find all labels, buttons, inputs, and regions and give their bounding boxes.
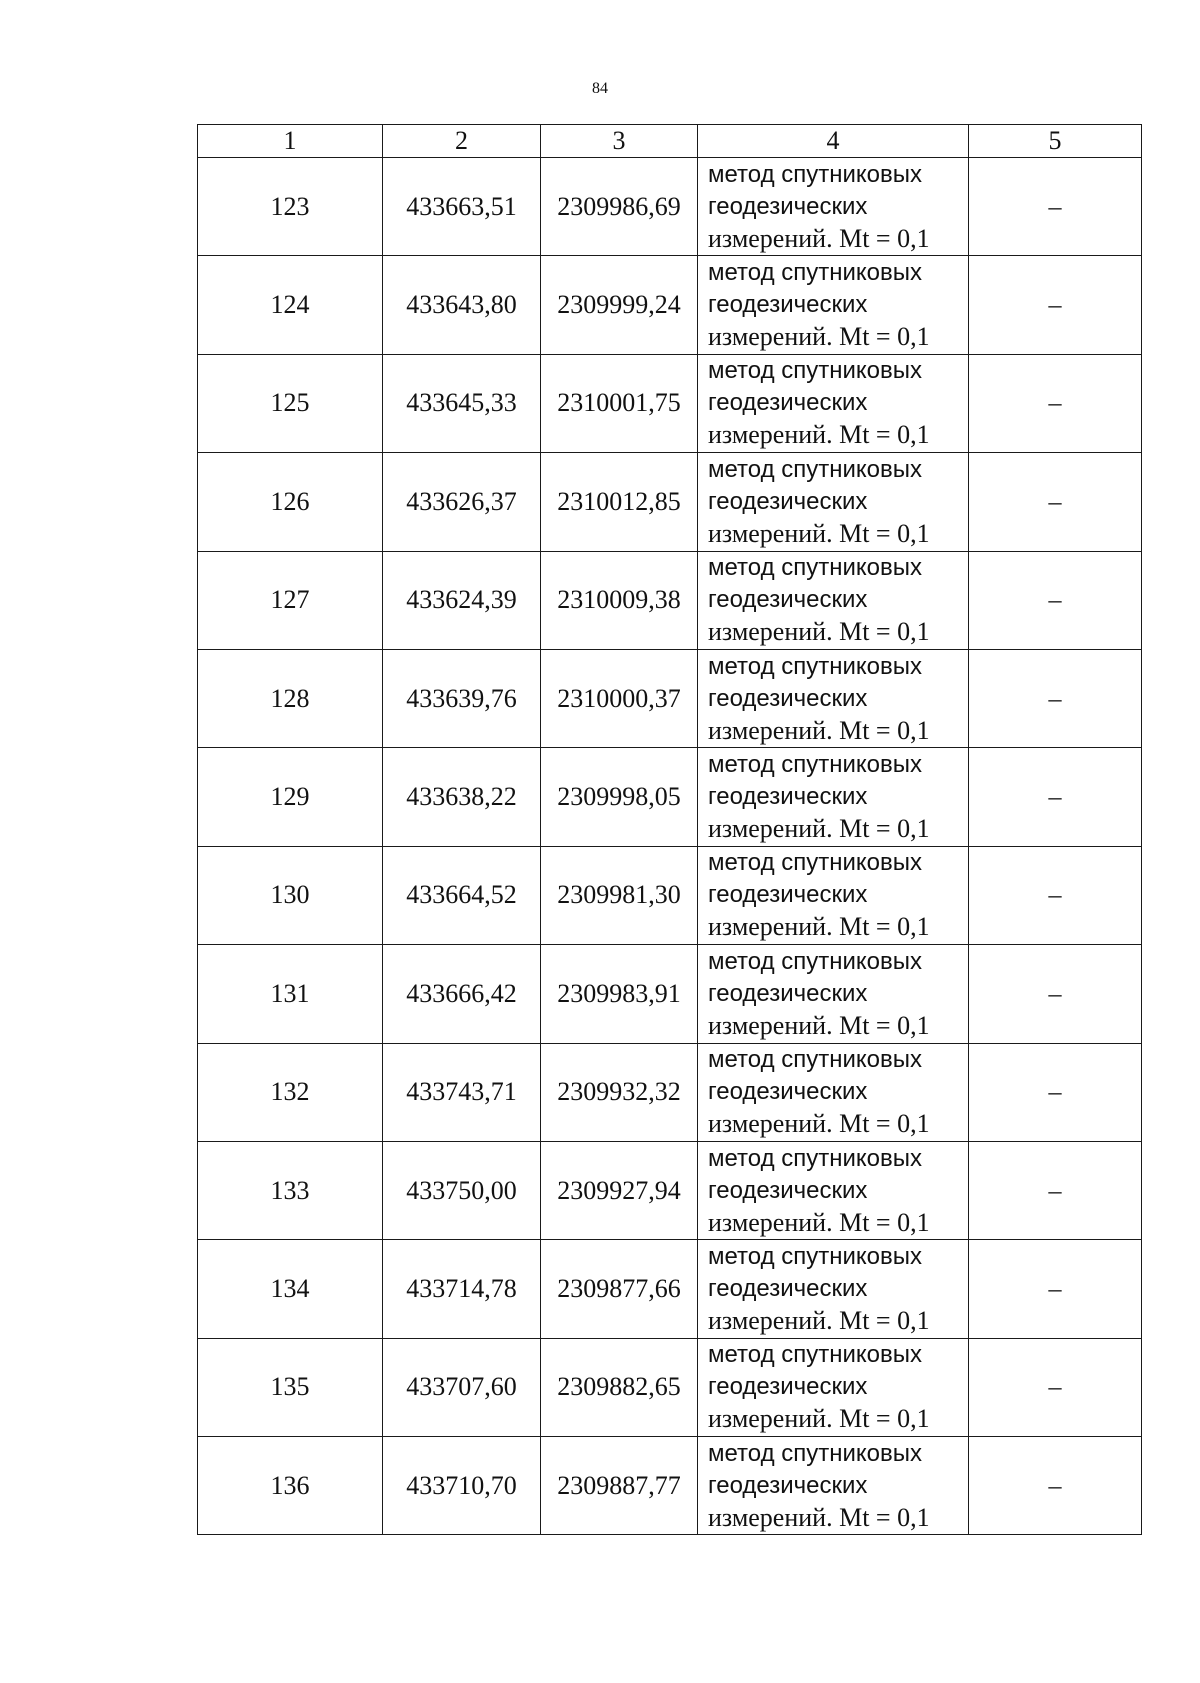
header-col-5: 5 <box>969 125 1142 158</box>
method-line: измерений. Mt = 0,1 <box>708 1109 930 1139</box>
y-coordinate-cell: 2309887,77 <box>541 1437 698 1535</box>
point-number-cell: 125 <box>198 354 383 452</box>
method-line: геодезических <box>708 389 868 417</box>
y-coordinate-cell: 2309983,91 <box>541 945 698 1043</box>
point-number-cell: 123 <box>198 158 383 256</box>
x-coordinate-cell: 433638,22 <box>383 748 541 846</box>
note-cell: – <box>969 945 1142 1043</box>
table-row <box>198 551 1142 649</box>
x-coordinate-cell: 433714,78 <box>383 1240 541 1338</box>
y-coordinate-cell: 2310000,37 <box>541 649 698 747</box>
method-line: геодезических <box>708 291 868 319</box>
note-cell: – <box>969 551 1142 649</box>
method-cell <box>698 453 969 551</box>
table-body <box>198 158 1142 1535</box>
method-line: геодезических <box>708 1373 868 1401</box>
x-coordinate-cell: 433750,00 <box>383 1141 541 1239</box>
point-number-cell: 134 <box>198 1240 383 1338</box>
x-coordinate-cell: 433707,60 <box>383 1338 541 1436</box>
table-row <box>198 256 1142 354</box>
method-line: геодезических <box>708 487 868 515</box>
method-line: метод спутниковых <box>708 1144 923 1172</box>
method-line: геодезических <box>708 1471 868 1499</box>
x-coordinate-cell: 433643,80 <box>383 256 541 354</box>
header-col-3: 3 <box>541 125 698 158</box>
method-cell <box>698 748 969 846</box>
method-line: геодезических <box>708 881 868 909</box>
method-line: метод спутниковых <box>708 554 923 582</box>
table-row <box>198 453 1142 551</box>
method-cell <box>698 1141 969 1239</box>
y-coordinate-cell: 2309981,30 <box>541 846 698 944</box>
table-row <box>198 1240 1142 1338</box>
method-line: геодезических <box>708 1274 868 1302</box>
method-line: метод спутниковых <box>708 160 923 188</box>
method-line: геодезических <box>708 586 868 614</box>
point-number-cell: 131 <box>198 945 383 1043</box>
header-col-1: 1 <box>198 125 383 158</box>
method-line: геодезических <box>708 684 868 712</box>
method-line: измерений. Mt = 0,1 <box>708 1010 930 1040</box>
note-cell: – <box>969 1043 1142 1141</box>
method-cell <box>698 158 969 256</box>
method-line: измерений. Mt = 0,1 <box>708 322 930 352</box>
y-coordinate-cell: 2309882,65 <box>541 1338 698 1436</box>
point-number-cell: 133 <box>198 1141 383 1239</box>
x-coordinate-cell: 433639,76 <box>383 649 541 747</box>
method-line: измерений. Mt = 0,1 <box>708 715 930 745</box>
method-line: метод спутниковых <box>708 357 923 385</box>
y-coordinate-cell: 2310012,85 <box>541 453 698 551</box>
point-number-cell: 132 <box>198 1043 383 1141</box>
method-cell <box>698 1043 969 1141</box>
note-cell: – <box>969 1338 1142 1436</box>
note-cell: – <box>969 158 1142 256</box>
note-cell: – <box>969 846 1142 944</box>
table-row <box>198 846 1142 944</box>
table-row <box>198 748 1142 846</box>
method-line: геодезических <box>708 783 868 811</box>
method-line: измерений. Mt = 0,1 <box>708 912 930 942</box>
note-cell: – <box>969 1437 1142 1535</box>
method-line: измерений. Mt = 0,1 <box>708 223 930 253</box>
point-number-cell: 127 <box>198 551 383 649</box>
method-cell <box>698 846 969 944</box>
method-line: метод спутниковых <box>708 751 923 779</box>
note-cell: – <box>969 453 1142 551</box>
y-coordinate-cell: 2309998,05 <box>541 748 698 846</box>
point-number-cell: 129 <box>198 748 383 846</box>
method-cell <box>698 551 969 649</box>
table-row <box>198 158 1142 256</box>
header-col-4: 4 <box>698 125 969 158</box>
point-number-cell: 130 <box>198 846 383 944</box>
point-number-cell: 128 <box>198 649 383 747</box>
method-line: метод спутниковых <box>708 947 923 975</box>
x-coordinate-cell: 433626,37 <box>383 453 541 551</box>
y-coordinate-cell: 2309932,32 <box>541 1043 698 1141</box>
note-cell: – <box>969 1141 1142 1239</box>
point-number-cell: 136 <box>198 1437 383 1535</box>
method-line: измерений. Mt = 0,1 <box>708 1207 930 1237</box>
x-coordinate-cell: 433664,52 <box>383 846 541 944</box>
method-line: измерений. Mt = 0,1 <box>708 1502 930 1532</box>
method-line: измерений. Mt = 0,1 <box>708 420 930 450</box>
method-line: метод спутниковых <box>708 259 923 287</box>
method-line: измерений. Mt = 0,1 <box>708 1404 930 1434</box>
method-cell <box>698 256 969 354</box>
method-cell <box>698 1240 969 1338</box>
note-cell: – <box>969 1240 1142 1338</box>
x-coordinate-cell: 433624,39 <box>383 551 541 649</box>
method-cell <box>698 649 969 747</box>
method-line: измерений. Mt = 0,1 <box>708 617 930 647</box>
table-row <box>198 649 1142 747</box>
point-number-cell: 126 <box>198 453 383 551</box>
note-cell: – <box>969 354 1142 452</box>
method-line: метод спутниковых <box>708 455 923 483</box>
method-cell <box>698 1437 969 1535</box>
method-line: геодезических <box>708 1078 868 1106</box>
header-row <box>198 125 1142 158</box>
x-coordinate-cell: 433645,33 <box>383 354 541 452</box>
method-line: метод спутниковых <box>708 1341 923 1369</box>
method-line: геодезических <box>708 979 868 1007</box>
y-coordinate-cell: 2309877,66 <box>541 1240 698 1338</box>
note-cell: – <box>969 748 1142 846</box>
table-row <box>198 945 1142 1043</box>
method-line: метод спутниковых <box>708 1439 923 1467</box>
method-cell <box>698 945 969 1043</box>
method-line: измерений. Mt = 0,1 <box>708 1305 930 1335</box>
note-cell: – <box>969 649 1142 747</box>
method-cell <box>698 1338 969 1436</box>
table-row <box>198 1338 1142 1436</box>
method-line: метод спутниковых <box>708 652 923 680</box>
table-row <box>198 354 1142 452</box>
y-coordinate-cell: 2309927,94 <box>541 1141 698 1239</box>
point-number-cell: 135 <box>198 1338 383 1436</box>
method-line: метод спутниковых <box>708 1046 923 1074</box>
method-line: метод спутниковых <box>708 1242 923 1270</box>
y-coordinate-cell: 2310009,38 <box>541 551 698 649</box>
x-coordinate-cell: 433666,42 <box>383 945 541 1043</box>
note-cell: – <box>969 256 1142 354</box>
table-row <box>198 1043 1142 1141</box>
point-number-cell: 124 <box>198 256 383 354</box>
coordinates-table <box>197 124 1142 1535</box>
method-cell <box>698 354 969 452</box>
y-coordinate-cell: 2309986,69 <box>541 158 698 256</box>
y-coordinate-cell: 2310001,75 <box>541 354 698 452</box>
method-line: измерений. Mt = 0,1 <box>708 518 930 548</box>
method-line: метод спутниковых <box>708 849 923 877</box>
method-line: измерений. Mt = 0,1 <box>708 814 930 844</box>
page-number: 84 <box>592 80 608 97</box>
table-row <box>198 1437 1142 1535</box>
method-line: геодезических <box>708 192 868 220</box>
header-col-2: 2 <box>383 125 541 158</box>
y-coordinate-cell: 2309999,24 <box>541 256 698 354</box>
x-coordinate-cell: 433663,51 <box>383 158 541 256</box>
x-coordinate-cell: 433743,71 <box>383 1043 541 1141</box>
x-coordinate-cell: 433710,70 <box>383 1437 541 1535</box>
table-header <box>198 125 1142 158</box>
method-line: геодезических <box>708 1176 868 1204</box>
table-row <box>198 1141 1142 1239</box>
